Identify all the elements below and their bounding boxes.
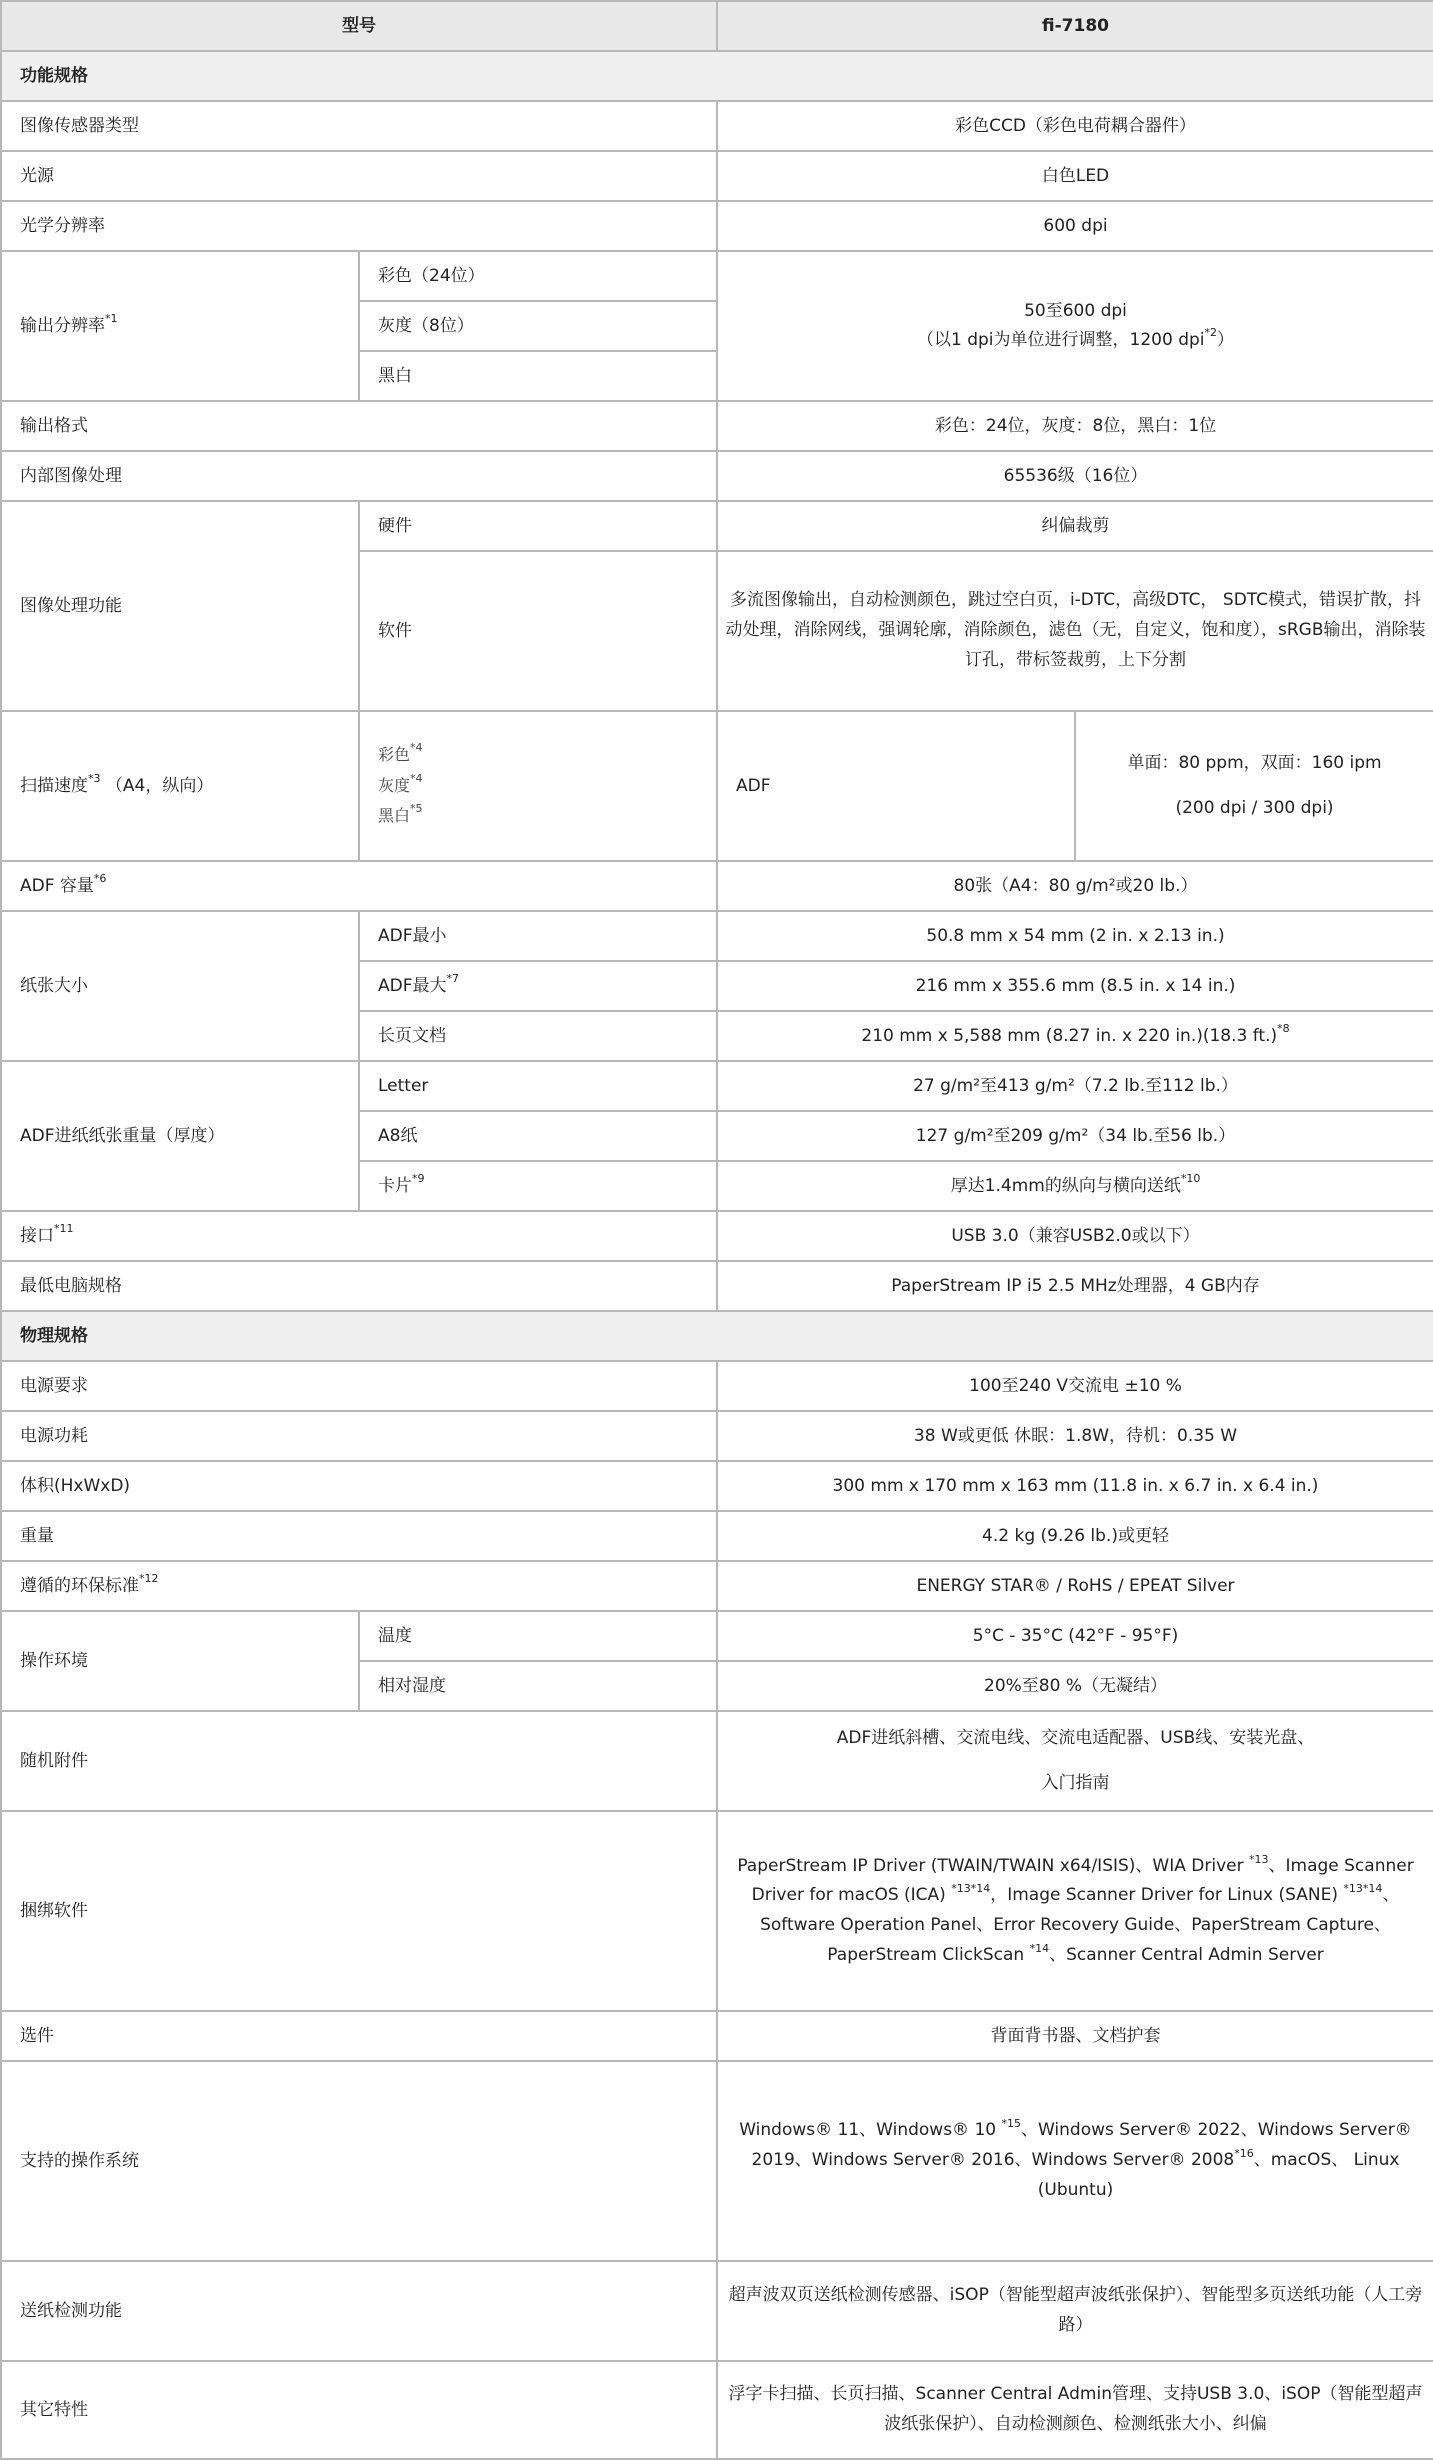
row-value: 600 dpi	[717, 201, 1433, 251]
table-row	[1, 151, 1433, 201]
section-title: 物理规格	[1, 1311, 1433, 1361]
row-sublabel: 长页文档	[359, 1011, 717, 1061]
row-value: PaperStream IP i5 2.5 MHz处理器，4 GB内存	[717, 1261, 1433, 1311]
row-sublabel: 彩色$^{*4}$ 灰度$^{*4}$ 黑白$^{*5}$	[359, 711, 717, 861]
row-sublabel: 彩色（24位）	[359, 251, 717, 301]
row-value: 38 W或更低 休眠：1.8W，待机：0.35 W	[717, 1411, 1433, 1461]
row-value: 纠偏裁剪	[717, 501, 1433, 551]
table-row	[1, 1211, 1433, 1261]
row-sublabel: 相对湿度	[359, 1661, 717, 1711]
row-value: PaperStream IP Driver (TWAIN/TWAIN x64/ISIS)、WIA Driver $^{*13}$、Image Scanner Driver for macOS (ICA) $^{*13*14}$，Image Scanner Driver for Linux (SANE) $^{*13*14}$、Software Operation Panel、Error Recovery Guide、PaperStream Capture、PaperStream ClickScan $^{*14}$、Scanner Central Admin Server	[717, 1811, 1433, 2011]
row-value: 白色LED	[717, 151, 1433, 201]
row-value: 216 mm x 355.6 mm (8.5 in. x 14 in.)	[717, 961, 1433, 1011]
row-value: ENERGY STAR® / RoHS / EPEAT Silver	[717, 1561, 1433, 1611]
table-row	[1, 451, 1433, 501]
row-value: 210 mm x 5,588 mm (8.27 in. x 220 in.)(18.3 ft.)$^{*8}$	[717, 1011, 1433, 1061]
row-sublabel: ADF最小	[359, 911, 717, 961]
row-label: 光学分辨率	[1, 201, 717, 251]
row-label: 电源要求	[1, 1361, 717, 1411]
table-row	[1, 401, 1433, 451]
row-label: 纸张大小	[1, 911, 359, 1061]
row-label: ADF 容量$^{*6}$	[1, 861, 717, 911]
row-value-adf: ADF	[717, 711, 1075, 861]
table-row	[1, 201, 1433, 251]
table-row	[1, 101, 1433, 151]
row-value: 超声波双页送纸检测传感器、iSOP（智能型超声波纸张保护）、智能型多页送纸功能（人工旁路）	[717, 2261, 1433, 2361]
row-value: USB 3.0（兼容USB2.0或以下）	[717, 1211, 1433, 1261]
row-sublabel: 黑白	[359, 351, 717, 401]
row-sublabel: 硬件	[359, 501, 717, 551]
row-value: 27 g/m²至413 g/m²（7.2 lb.至112 lb.）	[717, 1061, 1433, 1111]
row-value: 100至240 V交流电 ±10 %	[717, 1361, 1433, 1411]
row-value: 背面背书器、文档护套	[717, 2011, 1433, 2061]
row-label: 电源功耗	[1, 1411, 717, 1461]
row-sublabel: 卡片$^{*9}$	[359, 1161, 717, 1211]
row-value: 厚达1.4mm的纵向与横向送纸$^{*10}$	[717, 1161, 1433, 1211]
table-row	[1, 1061, 1433, 1111]
table-row	[1, 1611, 1433, 1661]
row-label: 内部图像处理	[1, 451, 717, 501]
row-label: 输出分辨率$^{*1}$	[1, 251, 359, 401]
row-label: 送纸检测功能	[1, 2261, 717, 2361]
row-value: 50.8 mm x 54 mm (2 in. x 2.13 in.)	[717, 911, 1433, 961]
table-row	[1, 251, 1433, 301]
row-value: 4.2 kg (9.26 lb.)或更轻	[717, 1511, 1433, 1561]
table-row	[1, 911, 1433, 961]
table-row	[1, 1511, 1433, 1561]
row-label: 输出格式	[1, 401, 717, 451]
row-label: ADF进纸纸张重量（厚度）	[1, 1061, 359, 1211]
header-model-label: 型号	[1, 1, 717, 51]
section-title: 功能规格	[1, 51, 1433, 101]
row-label: 支持的操作系统	[1, 2061, 717, 2261]
row-sublabel: 温度	[359, 1611, 717, 1661]
row-value: 20%至80 %（无凝结）	[717, 1661, 1433, 1711]
row-sublabel: ADF最大$^{*7}$	[359, 961, 717, 1011]
row-value: 彩色CCD（彩色电荷耦合器件）	[717, 101, 1433, 151]
table-row	[1, 2011, 1433, 2061]
row-label: 扫描速度$^{*3}$ （A4，纵向）	[1, 711, 359, 861]
row-value: 300 mm x 170 mm x 163 mm (11.8 in. x 6.7 in. x 6.4 in.)	[717, 1461, 1433, 1511]
table-row	[1, 1411, 1433, 1461]
table-row	[1, 1711, 1433, 1811]
table-row	[1, 711, 1433, 861]
row-value: 5°C - 35°C (42°F - 95°F)	[717, 1611, 1433, 1661]
row-value: 彩色：24位，灰度：8位，黑白：1位	[717, 401, 1433, 451]
section-physical	[1, 1311, 1433, 1361]
header-model-value: fi-7180	[717, 1, 1433, 51]
row-sublabel: 软件	[359, 551, 717, 711]
row-label: 光源	[1, 151, 717, 201]
row-label: 体积(HxWxD)	[1, 1461, 717, 1511]
row-sublabel: 灰度（8位）	[359, 301, 717, 351]
table-row	[1, 1461, 1433, 1511]
table-row	[1, 1811, 1433, 2011]
row-value: 80张（A4：80 g/m²或20 lb.）	[717, 861, 1433, 911]
row-value: 浮字卡扫描、长页扫描、Scanner Central Admin管理、支持USB 3.0、iSOP（智能型超声波纸张保护）、自动检测颜色、检测纸张大小、纠偏	[717, 2361, 1433, 2459]
table-row	[1, 2361, 1433, 2459]
table-row	[1, 1261, 1433, 1311]
section-functional	[1, 51, 1433, 101]
table-row	[1, 2261, 1433, 2361]
row-label: 选件	[1, 2011, 717, 2061]
table-row	[1, 1561, 1433, 1611]
row-label: 接口$^{*11}$	[1, 1211, 717, 1261]
row-label: 随机附件	[1, 1711, 717, 1811]
row-value: 127 g/m²至209 g/m²（34 lb.至56 lb.）	[717, 1111, 1433, 1161]
row-sublabel: A8纸	[359, 1111, 717, 1161]
row-value: ADF进纸斜槽、交流电线、交流电适配器、USB线、安装光盘、 入门指南	[717, 1711, 1433, 1811]
table-row	[1, 1361, 1433, 1411]
row-label: 图像处理功能	[1, 501, 359, 711]
row-label: 其它特性	[1, 2361, 717, 2459]
row-label: 遵循的环保标准$^{*12}$	[1, 1561, 717, 1611]
row-label: 最低电脑规格	[1, 1261, 717, 1311]
row-label: 图像传感器类型	[1, 101, 717, 151]
row-label: 捆绑软件	[1, 1811, 717, 2011]
row-value: 多流图像输出，自动检测颜色，跳过空白页，i-DTC，高级DTC， SDTC模式，错误扩散，抖动处理，消除网线，强调轮廓，消除颜色，滤色（无，自定义，饱和度），sRGB输出，消除装订孔，带标签裁剪，上下分割	[717, 551, 1433, 711]
row-sublabel: Letter	[359, 1061, 717, 1111]
row-value: 65536级（16位）	[717, 451, 1433, 501]
row-value: 50至600 dpi （以1 dpi为单位进行调整，1200 dpi$^{*2}$）	[717, 251, 1433, 401]
row-value: 单面：80 ppm，双面：160 ipm (200 dpi / 300 dpi)	[1075, 711, 1433, 861]
table-row	[1, 2061, 1433, 2261]
row-value: Windows® 11、Windows® 10 $^{*15}$、Windows Server® 2022、Windows Server® 2019、Windows Server® 2016、Windows Server® 2008$^{*16}$、macOS、 Linux (Ubuntu)	[717, 2061, 1433, 2261]
row-label: 重量	[1, 1511, 717, 1561]
header-row	[1, 1, 1433, 51]
table-row	[1, 861, 1433, 911]
table-row	[1, 501, 1433, 551]
row-label: 操作环境	[1, 1611, 359, 1711]
